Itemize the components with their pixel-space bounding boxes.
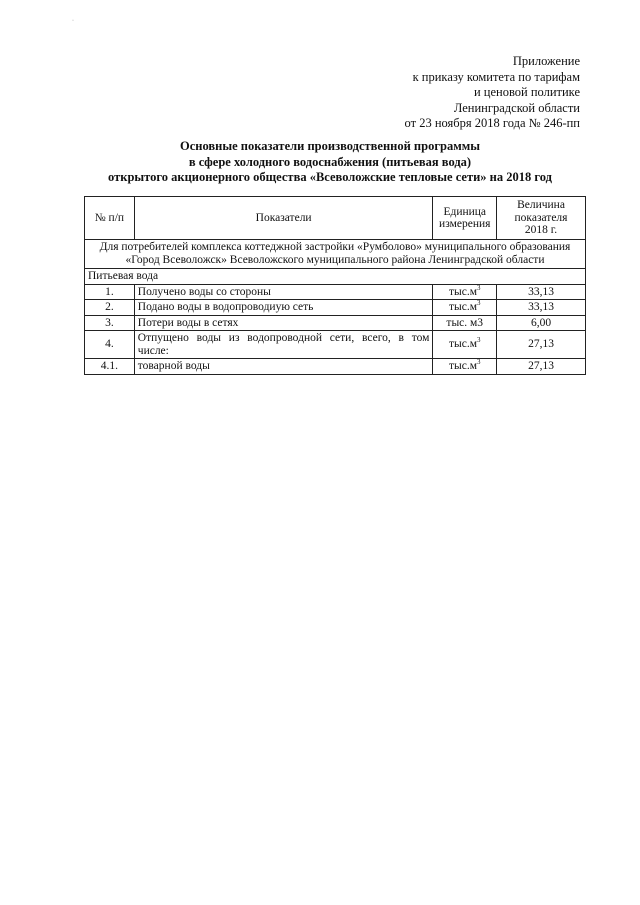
row-number: 4.: [85, 331, 135, 359]
row-number: 4.1.: [85, 359, 135, 375]
row-number: 3.: [85, 315, 135, 331]
section-label: Питьевая вода: [85, 269, 586, 285]
consumer-group-cell: [85, 240, 586, 269]
consumer-group-line: Для потребителей комплекса коттеджной застройки «Румболово» муниципального образования: [99, 241, 571, 253]
row-indicator: товарной воды: [134, 359, 433, 375]
appendix-line: от 23 ноября 2018 года № 246-пп: [404, 116, 580, 130]
row-indicator: Подано воды в водопроводиую сеть: [134, 300, 433, 316]
appendix-line: Ленинградской области: [453, 100, 580, 115]
consumer-group-line: «Город Всеволожск» Всеволожского муниципального района Ленинградской области: [125, 254, 545, 266]
row-value: 27,13: [497, 331, 586, 359]
row-unit: [433, 331, 497, 359]
row-unit: [433, 300, 497, 316]
document-title: [80, 139, 580, 186]
unit-text: тыс. м3: [446, 316, 484, 329]
appendix-line: к приказу комитета по тарифам: [412, 69, 580, 84]
row-value: 33,13: [497, 284, 586, 300]
appendix-line: Приложение: [512, 54, 580, 68]
header-indicator: Показатели: [134, 197, 433, 240]
row-value: 33,13: [497, 300, 586, 316]
header-value-line: показателя: [514, 211, 568, 224]
header-value-line: 2018 г.: [524, 224, 558, 237]
header-unit: [433, 197, 497, 240]
row-unit: [433, 359, 497, 375]
row-indicator-line: числе:: [137, 344, 169, 357]
row-indicator: Получено воды со стороны: [134, 284, 433, 300]
table-row: [85, 359, 586, 375]
appendix-line: и ценовой политике: [473, 85, 580, 99]
unit-superscript: 3: [477, 299, 481, 308]
indicators-table: [84, 196, 586, 375]
header-value: [497, 197, 586, 240]
row-indicator-line: Отпущено воды из водопроводной сети, всего, в том: [137, 332, 430, 344]
title-line: в сфере холодного водоснабжения (питьевая вода): [188, 154, 472, 169]
appendix-header: [320, 54, 580, 132]
table-row: [85, 331, 586, 359]
unit-text: тыс.м: [448, 338, 477, 351]
row-unit: [433, 284, 497, 300]
consumer-group-row: [85, 240, 586, 269]
header-unit-line: измерения: [439, 218, 491, 230]
row-number: 1.: [85, 284, 135, 300]
header-unit-line: Единица: [443, 205, 487, 218]
unit-superscript: 3: [477, 336, 481, 345]
title-line: Основные показатели производственной программы: [179, 139, 481, 153]
header-number: № п/п: [85, 197, 135, 240]
title-line: открытого акционерного общества «Всеволожские тепловые сети» на 2018 год: [108, 170, 552, 184]
table-header-row: [85, 197, 586, 240]
row-number: 2.: [85, 300, 135, 316]
header-value-line: Величина: [517, 199, 565, 212]
unit-superscript: 3: [477, 358, 481, 367]
row-unit: [433, 315, 497, 331]
scan-mark: ·: [72, 18, 74, 24]
row-value: 27,13: [497, 359, 586, 375]
row-value: 6,00: [497, 315, 586, 331]
table-row: [85, 284, 586, 300]
unit-text: тыс.м: [448, 360, 477, 372]
unit-superscript: 3: [477, 283, 481, 292]
table-row: [85, 300, 586, 316]
row-indicator: Потери воды в сетях: [134, 315, 433, 331]
unit-text: тыс.м: [448, 301, 477, 313]
unit-text: тыс.м: [448, 285, 477, 298]
table-row: [85, 315, 586, 331]
section-row: [85, 269, 586, 285]
row-indicator: [134, 331, 433, 359]
